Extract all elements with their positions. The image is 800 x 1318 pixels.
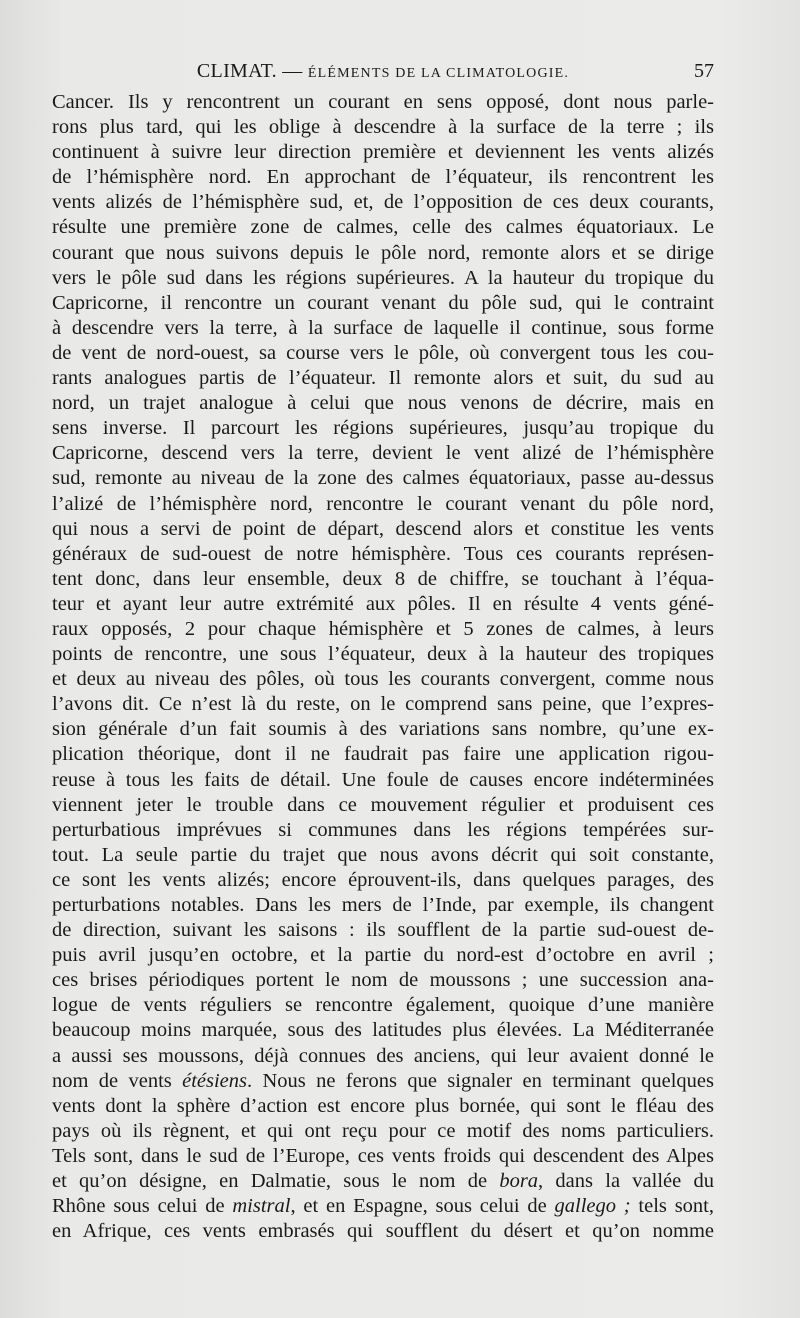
text-segment: ces brises périodiques portent le nom de moussons ; une succession ana- xyxy=(52,969,714,992)
text-line xyxy=(52,943,714,968)
text-line xyxy=(52,793,714,818)
text-segment: vents dont la sphère d’action est encore plus bornée, qui sont le fléau des xyxy=(52,1094,714,1117)
text-line xyxy=(52,1169,714,1194)
text-line xyxy=(52,1219,714,1244)
text-line xyxy=(52,642,714,667)
text-segment: perturbatious imprévues si communes dans les régions tempérées sur- xyxy=(52,818,714,841)
text-segment: nom de vents xyxy=(52,1069,183,1092)
text-segment: reuse à tous les faits de détail. Une foule de causes encore indéterminées xyxy=(52,768,714,791)
text-line xyxy=(52,592,714,617)
text-line xyxy=(52,567,714,592)
text-segment: vers le pôle sud dans les régions supérieures. A la hauteur du tropique du xyxy=(52,266,714,289)
text-line xyxy=(52,215,714,240)
text-segment: pays où ils règnent, et qui ont reçu pour ce motif des noms particuliers. xyxy=(52,1119,714,1142)
text-segment: courant que nous suivons depuis le pôle nord, remonte alors et se dirige xyxy=(52,241,714,264)
text-line xyxy=(52,266,714,291)
text-line xyxy=(52,818,714,843)
running-title-main: CLIMAT. — xyxy=(196,60,308,82)
text-segment: l’avons dit. Ce n’est là du reste, on le comprend sans peine, que l’expres- xyxy=(52,693,714,716)
text-line xyxy=(52,1119,714,1144)
text-line xyxy=(52,190,714,215)
text-segment: Tels sont, dans le sud de l’Europe, ces vents froids qui descendent des Alpes xyxy=(52,1144,714,1167)
text-line xyxy=(52,241,714,266)
text-line xyxy=(52,843,714,868)
text-segment: rons plus tard, qui les oblige à descendre à la surface de la terre ; ils xyxy=(52,116,714,139)
text-segment: sud, remonte au niveau de la zone des calmes équatoriaux, passe au-dessus xyxy=(52,467,714,490)
text-line xyxy=(52,617,714,642)
text-line xyxy=(52,341,714,366)
text-line xyxy=(52,692,714,717)
text-segment: . Nous ne ferons que signaler en terminant quelques xyxy=(247,1069,714,1092)
text-line xyxy=(52,391,714,416)
text-segment: Rhône sous celui de xyxy=(52,1195,233,1218)
running-title xyxy=(52,60,714,83)
text-segment: puis avril jusqu’en octobre, et la partie du nord-est d’octobre en avril ; xyxy=(52,944,714,967)
text-segment: continuent à suivre leur direction première et deviennent les vents alizés xyxy=(52,141,714,164)
text-line xyxy=(52,868,714,893)
text-line xyxy=(52,517,714,542)
text-segment: a aussi ses moussons, déjà connues des anciens, qui leur avaient donné le xyxy=(52,1044,714,1067)
italic-term: étésiens xyxy=(182,1069,247,1092)
text-line xyxy=(52,1018,714,1043)
text-line xyxy=(52,1194,714,1219)
text-segment: plication théorique, dont il ne faudrait pas faire une application rigou- xyxy=(52,743,714,766)
text-segment: raux opposés, 2 pour chaque hémisphère et 5 zones de calmes, à leurs xyxy=(52,617,714,640)
text-line xyxy=(52,968,714,993)
text-segment: points de rencontre, une sous l’équateur, deux à la hauteur des tropiques xyxy=(52,643,714,666)
text-segment: résulte une première zone de calmes, celle des calmes équatoriaux. Le xyxy=(52,216,714,239)
text-line xyxy=(52,90,714,115)
text-segment: , et en Espagne, sous celui de xyxy=(290,1195,555,1218)
text-segment: tels sont, xyxy=(630,1195,714,1218)
text-line xyxy=(52,1044,714,1069)
text-line xyxy=(52,918,714,943)
text-line xyxy=(52,1069,714,1094)
text-line xyxy=(52,492,714,517)
text-segment: de direction, suivant les saisons : ils soufflent de la partie sud-ouest de- xyxy=(52,919,714,942)
text-line xyxy=(52,742,714,767)
text-line xyxy=(52,667,714,692)
text-line xyxy=(52,1094,714,1119)
text-segment: et deux au niveau des pôles, où tous les courants convergent, comme nous xyxy=(52,668,714,691)
body-text xyxy=(52,90,714,1244)
text-segment: vents alizés de l’hémisphère sud, et, de l’opposition de ces deux courants, xyxy=(52,191,714,214)
text-segment: perturbations notables. Dans les mers de l’Inde, par exemple, ils changent xyxy=(52,894,714,916)
text-segment: à descendre vers la terre, à la surface de laquelle il continue, sous forme xyxy=(52,316,714,339)
text-segment: Capricorne, il rencontre un courant venant du pôle sud, qui le contraint xyxy=(52,291,714,314)
text-line xyxy=(52,291,714,316)
text-line xyxy=(52,717,714,742)
text-segment: beaucoup moins marquée, sous des latitudes plus élevées. La Méditerranée xyxy=(52,1019,714,1042)
text-segment: nord, un trajet analogue à celui que nous venons de décrire, mais en xyxy=(52,392,714,415)
text-segment: Cancer. Ils y rencontrent un courant en sens opposé, dont nous parle- xyxy=(52,91,714,113)
text-line xyxy=(52,115,714,140)
text-segment: teur et ayant leur autre extrémité aux pôles. Il en résulte 4 vents géné- xyxy=(52,592,714,615)
text-line xyxy=(52,466,714,491)
text-segment: en Afrique, ces vents embrasés qui soufflent du désert et qu’on nomme xyxy=(52,1220,714,1243)
text-line xyxy=(52,366,714,391)
text-segment: généraux de sud-ouest de notre hémisphère. Tous ces courants représen- xyxy=(52,542,714,565)
text-line xyxy=(52,140,714,165)
running-header xyxy=(52,60,714,90)
text-line xyxy=(52,993,714,1018)
text-segment: logue de vents réguliers se rencontre également, quoique d’une manière xyxy=(52,994,714,1017)
text-segment: ce sont les vents alizés; encore éprouvent-ils, dans quelques parages, des xyxy=(52,868,714,891)
text-line xyxy=(52,768,714,793)
page-number: 57 xyxy=(694,60,714,82)
text-segment: de vent de nord-ouest, sa course vers le pôle, où convergent tous les cou- xyxy=(52,341,714,364)
italic-term: gallego ; xyxy=(554,1195,631,1218)
text-line xyxy=(52,316,714,341)
text-segment: l’alizé de l’hémisphère nord, rencontre le courant venant du pôle nord, xyxy=(52,492,714,515)
italic-term: mistral xyxy=(232,1195,291,1218)
text-segment: viennent jeter le trouble dans ce mouvement régulier et produisent ces xyxy=(52,793,714,816)
text-line xyxy=(52,542,714,567)
text-segment: tent donc, dans leur ensemble, deux 8 de chiffre, se touchant à l’équa- xyxy=(52,567,714,590)
text-line xyxy=(52,165,714,190)
text-segment: sion générale d’un fait soumis à des variations sans nombre, qu’une ex- xyxy=(52,718,714,741)
text-line xyxy=(52,416,714,441)
text-segment: sens inverse. Il parcourt les régions supérieures, jusqu’au tropique du xyxy=(52,417,714,440)
italic-term: bora xyxy=(499,1170,539,1193)
text-line xyxy=(52,1144,714,1169)
text-line xyxy=(52,441,714,466)
text-segment: tout. La seule partie du trajet que nous avons décrit qui soit constante, xyxy=(52,843,714,866)
text-line xyxy=(52,893,714,918)
text-segment: , dans la vallée du xyxy=(538,1170,714,1193)
text-segment: de l’hémisphère nord. En approchant de l’équateur, ils rencontrent les xyxy=(52,166,714,189)
text-segment: et qu’on désigne, en Dalmatie, sous le nom de xyxy=(52,1170,500,1193)
text-segment: Capricorne, descend vers la terre, devient le vent alizé de l’hémisphère xyxy=(52,442,714,465)
text-segment: qui nous a servi de point de départ, descend alors et constitue les vents xyxy=(52,517,714,540)
text-segment: rants analogues partis de l’équateur. Il remonte alors et suit, du sud au xyxy=(52,367,714,390)
running-title-subtitle: ÉLÉMENTS DE LA CLIMATOLOGIE. xyxy=(307,66,570,81)
